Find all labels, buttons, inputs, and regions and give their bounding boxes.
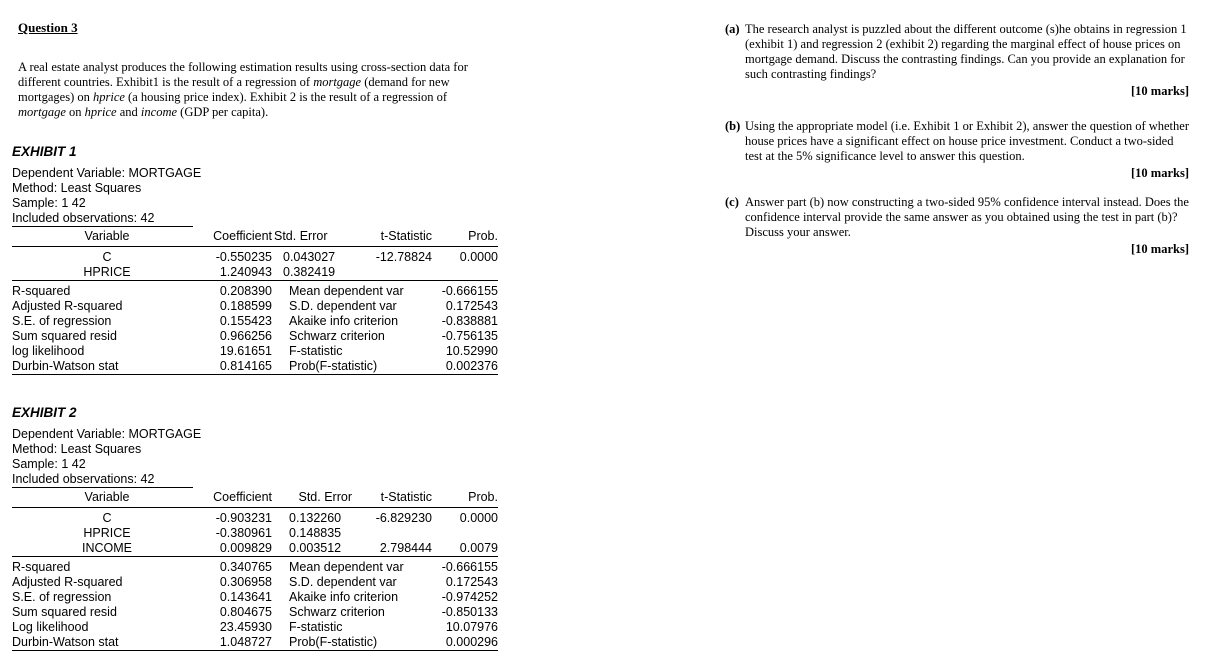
stats-row xyxy=(12,605,498,620)
row-t-statistic: -12.78824 xyxy=(375,250,432,264)
stat-label-2: F-statistic xyxy=(289,344,343,358)
stat-value: 0.966256 xyxy=(219,329,272,343)
row-std-error: 0.148835 xyxy=(289,526,342,540)
exhibit-2-title: EXHIBIT 2 xyxy=(12,405,77,420)
stat-label-2: S.D. dependent var xyxy=(289,575,397,589)
question-part-a xyxy=(725,22,1189,82)
stat-label-2: Schwarz criterion xyxy=(289,329,385,343)
part-marks: [10 marks] xyxy=(1131,242,1189,256)
question-part-c xyxy=(725,195,1189,240)
header-coefficient: Coefficient xyxy=(202,227,272,247)
exhibit-1 xyxy=(12,144,512,375)
row-coefficient: 1.240943 xyxy=(202,265,272,281)
stat-value-2: 0.172543 xyxy=(445,575,498,589)
exhibit-1-observations: Included observations: 42 xyxy=(12,211,193,227)
stat-label: Sum squared resid xyxy=(12,605,117,619)
questions-column xyxy=(725,22,1189,257)
row-coefficient: 0.009829 xyxy=(202,541,272,557)
stat-value: 0.155423 xyxy=(219,314,272,328)
exhibit-1-table xyxy=(12,227,498,375)
part-label: (b) xyxy=(725,119,741,133)
intro-term-income: income xyxy=(140,105,178,119)
row-variable: HPRICE xyxy=(83,526,131,540)
stat-label: Log likelihood xyxy=(12,620,89,634)
exhibit-2-header-row xyxy=(12,488,498,508)
stat-label-2: Prob(F-statistic) xyxy=(272,635,432,651)
row-std-error: 0.003512 xyxy=(272,541,352,557)
stat-value: 23.45930 xyxy=(219,620,272,634)
stat-value-2: 10.52990 xyxy=(445,344,498,358)
table-row xyxy=(12,526,498,541)
exhibit-1-sample: Sample: 1 42 xyxy=(12,196,86,210)
row-std-error: 0.382419 xyxy=(272,265,362,281)
stat-value: 0.208390 xyxy=(219,284,272,298)
part-marks: [10 marks] xyxy=(1131,84,1189,98)
part-label: (a) xyxy=(725,22,740,36)
stat-value-2: -0.850133 xyxy=(441,605,498,619)
header-prob: Prob. xyxy=(432,227,498,247)
intro-term-mortgage: mortgage xyxy=(313,75,362,89)
header-prob: Prob. xyxy=(432,488,498,508)
exhibit-2-method: Method: Least Squares xyxy=(12,442,142,456)
header-t-statistic: t-Statistic xyxy=(362,227,432,247)
stat-value: 19.61651 xyxy=(219,344,272,358)
intro-text-4: on xyxy=(65,105,85,119)
exhibit-2 xyxy=(12,405,512,651)
stats-row xyxy=(12,620,498,635)
stats-row xyxy=(12,590,498,605)
part-text: Answer part (b) now constructing a two-sided 95% confidence interval instead. Does the confidence interval provide the same answer as you obtained using the test in part (b)? Discuss your answer. xyxy=(745,195,1189,239)
stat-value-2: -0.838881 xyxy=(441,314,498,328)
intro-term-hprice: hprice xyxy=(92,90,125,104)
stat-label-2: Mean dependent var xyxy=(289,560,404,574)
stat-label: Sum squared resid xyxy=(12,329,117,343)
left-column xyxy=(18,20,518,120)
stats-row xyxy=(12,329,498,344)
stat-value: 0.306958 xyxy=(219,575,272,589)
stat-label-2: Akaike info criterion xyxy=(289,590,399,604)
stat-value: 1.048727 xyxy=(202,635,272,651)
intro-term-hprice-2: hprice xyxy=(84,105,117,119)
stat-value-2: -0.974252 xyxy=(441,590,498,604)
intro-text-1: A real estate analyst produces the following estimation results using cross-section data for different countries. Exhibit1 is the result of a regression of xyxy=(18,60,468,89)
row-std-error: 0.132260 xyxy=(289,511,342,525)
row-variable: HPRICE xyxy=(12,265,202,281)
table-row xyxy=(12,511,498,526)
stat-label-2: Mean dependent var xyxy=(289,284,404,298)
stat-label: S.E. of regression xyxy=(12,314,112,328)
stat-label: R-squared xyxy=(12,284,71,298)
intro-text-3: (a housing price index). Exhibit 2 is the result of a regression of xyxy=(124,90,448,104)
stat-value: 0.804675 xyxy=(219,605,272,619)
stat-label: S.E. of regression xyxy=(12,590,112,604)
part-marks: [10 marks] xyxy=(1131,166,1189,180)
exhibit-1-header-row xyxy=(12,227,498,247)
row-coefficient: -0.550235 xyxy=(215,250,272,264)
stat-label: Durbin-Watson stat xyxy=(12,635,202,651)
stat-label-2: Akaike info criterion xyxy=(289,314,399,328)
stat-label: Adjusted R-squared xyxy=(12,575,123,589)
stat-label-2: Schwarz criterion xyxy=(289,605,385,619)
stat-label: Durbin-Watson stat xyxy=(12,359,202,375)
stat-value: 0.143641 xyxy=(219,590,272,604)
part-label: (c) xyxy=(725,195,739,209)
stat-value-2: -0.666155 xyxy=(441,560,498,574)
stats-row xyxy=(12,284,498,299)
row-variable: C xyxy=(102,250,112,264)
header-std-error: Std. Error xyxy=(272,227,362,247)
table-row xyxy=(12,250,498,265)
exhibit-2-dependent: Dependent Variable: MORTGAGE xyxy=(12,427,202,441)
intro-text-2: (demand for new mortgages) on xyxy=(18,75,450,104)
stat-label-2: F-statistic xyxy=(289,620,343,634)
exhibit-1-dependent: Dependent Variable: MORTGAGE xyxy=(12,166,202,180)
stat-label: Adjusted R-squared xyxy=(12,299,123,313)
stat-value: 0.814165 xyxy=(202,359,272,375)
stats-row xyxy=(12,635,498,651)
row-prob: 0.0000 xyxy=(459,511,498,525)
row-prob: 0.0000 xyxy=(459,250,498,264)
stat-value-2: 0.000296 xyxy=(432,635,498,651)
row-t-statistic xyxy=(362,265,432,281)
stat-label-2: Prob(F-statistic) xyxy=(272,359,432,375)
header-t-statistic: t-Statistic xyxy=(352,488,432,508)
row-t-statistic: 2.798444 xyxy=(352,541,432,557)
stat-label-2: S.D. dependent var xyxy=(289,299,397,313)
question-title: Question 3 xyxy=(18,20,78,35)
row-t-statistic xyxy=(352,526,432,541)
stats-row xyxy=(12,560,498,575)
stats-row xyxy=(12,359,498,375)
question-part-b xyxy=(725,119,1189,164)
intro-text-5: and xyxy=(116,105,141,119)
header-variable: Variable xyxy=(12,488,202,508)
stat-value: 0.340765 xyxy=(219,560,272,574)
part-text: The research analyst is puzzled about the different outcome (s)he obtains in regression 1 (exhibit 1) and regression 2 (exhibit 2) regarding the marginal effect of house prices on mortgage demand. Discuss the contrasting findings. Can you provide an explanation for such contrasting findings? xyxy=(745,22,1187,81)
header-variable: Variable xyxy=(12,227,202,247)
stat-label: log likelihood xyxy=(12,344,85,358)
row-std-error: 0.043027 xyxy=(283,250,336,264)
table-row xyxy=(12,541,498,557)
exhibit-1-method: Method: Least Squares xyxy=(12,181,142,195)
stat-label: R-squared xyxy=(12,560,71,574)
stat-value-2: -0.666155 xyxy=(441,284,498,298)
stat-value: 0.188599 xyxy=(219,299,272,313)
stats-row xyxy=(12,299,498,314)
intro-paragraph xyxy=(18,60,498,120)
row-variable: INCOME xyxy=(12,541,202,557)
intro-term-mortgage-2: mortgage xyxy=(18,105,66,119)
row-prob xyxy=(432,526,498,541)
intro-text-6: (GDP per capita). xyxy=(177,105,269,119)
exhibit-2-table xyxy=(12,488,498,651)
stats-row xyxy=(12,575,498,590)
header-coefficient: Coefficient xyxy=(202,488,272,508)
exhibit-1-title: EXHIBIT 1 xyxy=(12,144,77,159)
exhibit-2-observations: Included observations: 42 xyxy=(12,472,193,488)
stat-value-2: 10.07976 xyxy=(445,620,498,634)
stat-value-2: 0.172543 xyxy=(445,299,498,313)
exhibit-2-sample: Sample: 1 42 xyxy=(12,457,86,471)
row-coefficient: -0.380961 xyxy=(215,526,272,540)
stats-row xyxy=(12,344,498,359)
row-coefficient: -0.903231 xyxy=(215,511,272,525)
stat-value-2: -0.756135 xyxy=(441,329,498,343)
stat-value-2: 0.002376 xyxy=(432,359,498,375)
stats-row xyxy=(12,314,498,329)
row-t-statistic: -6.829230 xyxy=(375,511,432,525)
row-prob: 0.0079 xyxy=(432,541,498,557)
row-variable: C xyxy=(102,511,112,525)
row-prob xyxy=(432,265,498,281)
part-text: Using the appropriate model (i.e. Exhibit 1 or Exhibit 2), answer the question of whether house prices have a significant effect on house price investment. Conduct a two-sided test at the 5% significance level to answer this question. xyxy=(745,119,1189,163)
table-row xyxy=(12,265,498,281)
header-std-error: Std. Error xyxy=(272,488,352,508)
